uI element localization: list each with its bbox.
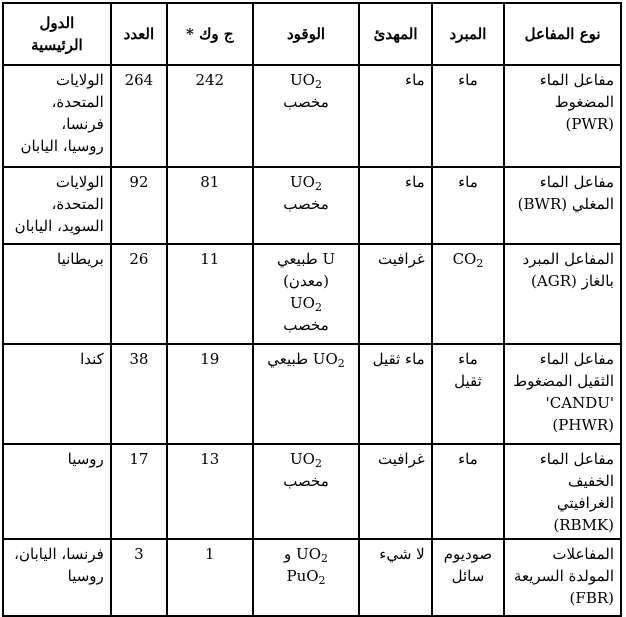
fuel-line: (معدن) [283, 272, 329, 290]
fuel-formula-sub: 2 [314, 457, 322, 470]
country-line: السويد، اليابان [14, 217, 104, 235]
header-countries-line2: الرئيسية [31, 36, 83, 54]
fuel-formula [260, 543, 353, 565]
fuel-extra: مخصب [283, 472, 329, 490]
header-countries [3, 3, 111, 65]
fuel-formula-sub: 2 [314, 78, 322, 91]
table-row-pwr [3, 65, 621, 167]
cell-count: 3 [111, 539, 167, 616]
country-line: فرنسا، اليابان، [14, 545, 104, 563]
cell-countries [3, 244, 111, 344]
type-line: مفاعل الماء [539, 173, 614, 191]
cell-gw: 11 [167, 244, 253, 344]
cell-moderator: غرافيت [359, 444, 431, 539]
country-line: الولايات [55, 71, 104, 89]
country-line: المتحدة، [51, 93, 104, 111]
header-fuel: الوقود [253, 3, 360, 65]
cell-countries [3, 539, 111, 616]
cell-count: 26 [111, 244, 167, 344]
cell-reactor-type [504, 167, 621, 244]
cell-coolant [432, 167, 504, 244]
cell-moderator: ماء ثقيل [359, 344, 431, 444]
coolant-formula [439, 248, 497, 270]
cell-countries [3, 444, 111, 539]
fuel-formula-sub: 2 [337, 357, 345, 370]
type-line: مفاعل الماء [539, 450, 614, 468]
country-line: بريطانيا [57, 250, 104, 268]
type-line: الخفيف الغرافيتي [556, 472, 614, 512]
coolant-line: ماء [458, 350, 478, 368]
header-gw: ج وك * [167, 3, 253, 65]
cell-moderator: غرافيت [359, 244, 431, 344]
table-row-fbr [3, 539, 621, 616]
header-coolant: المبرد [432, 3, 504, 65]
fuel-formula-sub: 2 [314, 301, 322, 314]
cell-fuel [253, 167, 360, 244]
fuel-formula-main: UO [290, 173, 315, 191]
type-line: (PHWR) [552, 416, 614, 434]
fuel-formula-2-sub: 2 [318, 574, 326, 587]
cell-reactor-type [504, 344, 621, 444]
fuel-formula [260, 292, 353, 314]
cell-fuel [253, 539, 360, 616]
fuel-formula [260, 69, 353, 91]
country-line: روسيا [67, 567, 104, 585]
cell-gw: 1 [167, 539, 253, 616]
header-count: العدد [111, 3, 167, 65]
type-line: المفاعل المبرد [522, 250, 614, 268]
fuel-formula-sub: 2 [321, 552, 328, 565]
cell-fuel [253, 344, 360, 444]
reactor-types-table [2, 2, 622, 617]
cell-countries [3, 65, 111, 167]
fuel-formula-main: UO [312, 350, 338, 368]
coolant-line: سائل [451, 567, 485, 585]
coolant-line: ماء [458, 71, 478, 89]
type-line: الثقيل المضغوط [513, 372, 614, 390]
header-reactor-type: نوع المفاعل [504, 3, 621, 65]
fuel-formula-main: UO [290, 71, 315, 89]
cell-reactor-type [504, 65, 621, 167]
type-line: (PWR) [565, 115, 614, 133]
fuel-formula [260, 348, 353, 370]
cell-fuel [253, 444, 360, 539]
cell-reactor-type [504, 444, 621, 539]
cell-coolant [432, 65, 504, 167]
fuel-extra: و [284, 545, 292, 563]
table-row-rbmk [3, 444, 621, 539]
type-line: (RBMK) [553, 516, 614, 534]
type-line: المضغوط [554, 93, 614, 111]
type-line: (FBR) [569, 589, 614, 607]
fuel-extra: مخصب [283, 195, 329, 213]
fuel-formula-main: UO [290, 294, 315, 312]
cell-count: 264 [111, 65, 167, 167]
country-line: الولايات [55, 173, 104, 191]
fuel-formula-2-main: PuO [286, 567, 319, 585]
country-line: كندا [80, 350, 104, 368]
country-line: فرنسا، [61, 115, 104, 133]
cell-reactor-type [504, 539, 621, 616]
fuel-formula [260, 448, 353, 470]
cell-gw: 242 [167, 65, 253, 167]
type-line: المولدة السريعة [513, 567, 614, 585]
cell-fuel [253, 65, 360, 167]
header-row [3, 3, 621, 65]
fuel-formula [260, 171, 353, 193]
coolant-line: صوديوم [443, 545, 493, 563]
cell-coolant [432, 344, 504, 444]
coolant-line: ماء [458, 173, 478, 191]
fuel-extra: مخصب [283, 93, 329, 111]
cell-gw: 13 [167, 444, 253, 539]
type-line: 'CANDU' [545, 394, 614, 412]
cell-count: 38 [111, 344, 167, 444]
cell-moderator: ماء [359, 167, 431, 244]
fuel-formula-main: UO [296, 545, 321, 563]
coolant-line: ماء [458, 450, 478, 468]
fuel-formula-2 [260, 565, 353, 587]
country-line: المتحدة، [51, 195, 104, 213]
country-line: روسيا، اليابان [20, 137, 104, 155]
type-line: مفاعل الماء [539, 71, 614, 89]
cell-gw: 81 [167, 167, 253, 244]
cell-gw: 19 [167, 344, 253, 444]
table-row-phwr [3, 344, 621, 444]
type-line: المغلي (BWR) [517, 195, 614, 213]
type-line: مفاعل الماء [539, 350, 614, 368]
coolant-line: ثقيل [454, 372, 482, 390]
cell-countries [3, 167, 111, 244]
cell-coolant [432, 244, 504, 344]
fuel-line: U طبيعي [276, 250, 336, 268]
header-countries-line1: الدول [39, 14, 75, 32]
cell-fuel [253, 244, 360, 344]
fuel-formula-main: UO [290, 450, 315, 468]
cell-count: 17 [111, 444, 167, 539]
table-row-bwr [3, 167, 621, 244]
coolant-formula-sub: 2 [476, 257, 484, 270]
cell-count: 92 [111, 167, 167, 244]
cell-moderator: لا شيء [359, 539, 431, 616]
fuel-extra: طبيعي [267, 350, 309, 368]
cell-reactor-type [504, 244, 621, 344]
type-line: المفاعلات [552, 545, 614, 563]
cell-coolant [432, 539, 504, 616]
cell-moderator: ماء [359, 65, 431, 167]
country-line: روسيا [67, 450, 104, 468]
cell-coolant [432, 444, 504, 539]
coolant-formula-main: CO [452, 250, 477, 268]
header-moderator: المهدئ [359, 3, 431, 65]
fuel-formula-sub: 2 [314, 180, 322, 193]
type-line: بالغاز (AGR) [531, 272, 614, 290]
cell-countries [3, 344, 111, 444]
fuel-extra: مخصب [283, 316, 329, 334]
table-row-agr [3, 244, 621, 344]
